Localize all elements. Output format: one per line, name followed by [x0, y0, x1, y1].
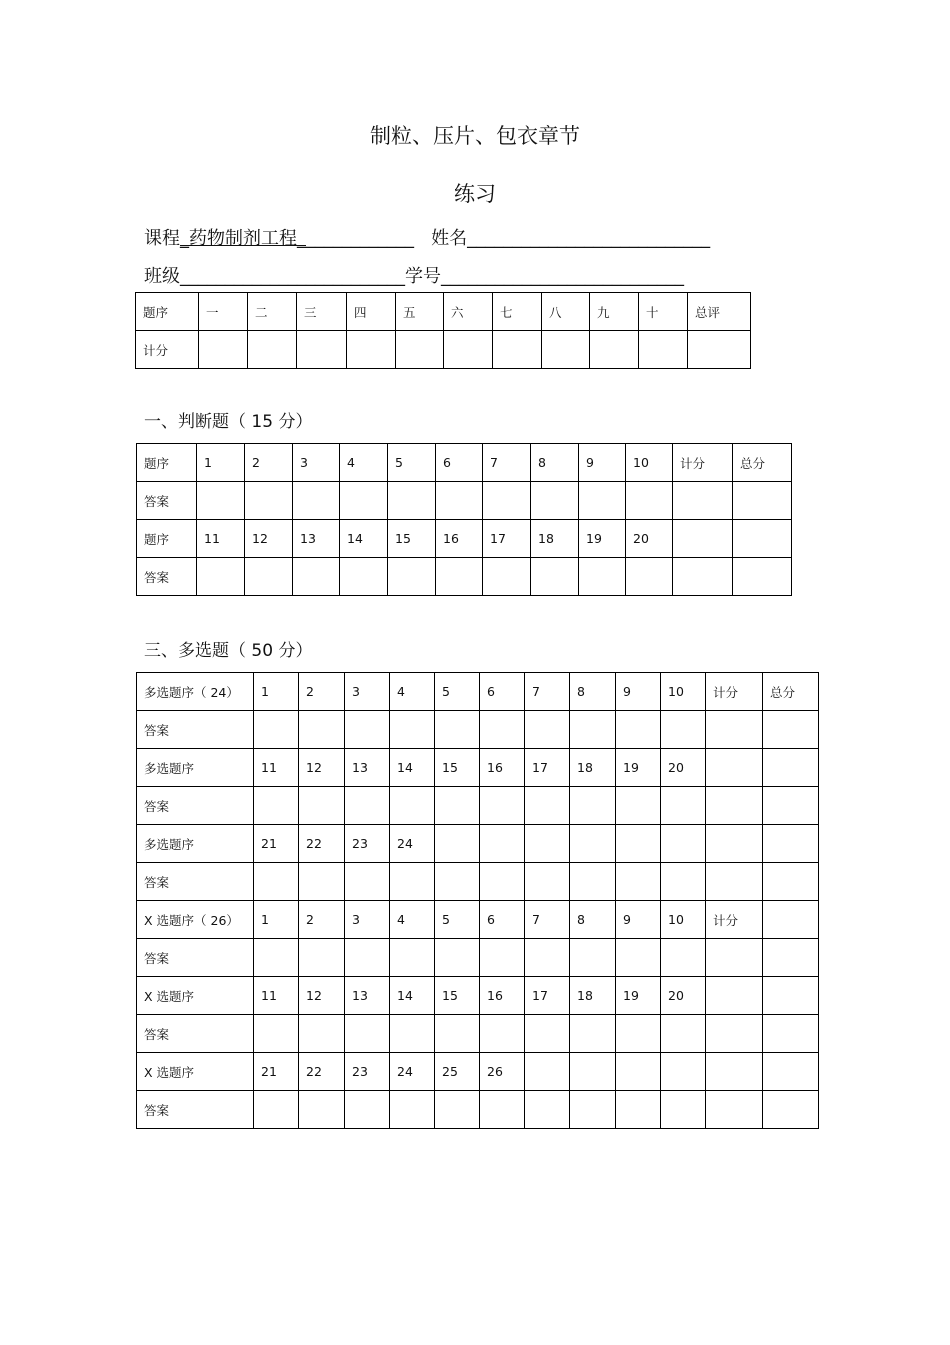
blank-answer-cell: [345, 787, 390, 825]
name-blank: ___________________________: [467, 228, 711, 249]
blank-answer-cell: [480, 787, 525, 825]
blank-answer-cell: [435, 787, 480, 825]
info-line-course-name: [144, 224, 710, 250]
blank-answer-cell: [436, 558, 483, 596]
table-cell: 九: [590, 293, 639, 331]
blank-answer-cell: [616, 711, 661, 749]
blank-answer-cell: [531, 558, 579, 596]
table-cell: 10: [661, 901, 706, 939]
row-header-cell: X 选题序: [137, 977, 254, 1015]
table-cell: 24: [390, 1053, 435, 1091]
table-cell: 11: [254, 977, 299, 1015]
blank-answer-cell: [733, 558, 792, 596]
blank-answer-cell: [733, 482, 792, 520]
table-cell: 23: [345, 825, 390, 863]
table-cell: 18: [531, 520, 579, 558]
table-row: [137, 558, 792, 596]
table-cell: 16: [480, 977, 525, 1015]
blank-answer-cell: [299, 1091, 345, 1129]
blank-answer-cell: [706, 939, 763, 977]
row-header-cell: 多选题序（ 24）: [137, 673, 254, 711]
blank-answer-cell: [345, 1015, 390, 1053]
blank-answer-cell: [616, 939, 661, 977]
blank-answer-cell: [345, 711, 390, 749]
blank-answer-cell: [616, 1015, 661, 1053]
blank-answer-cell: [763, 901, 819, 939]
blank-answer-cell: [444, 331, 493, 369]
row-header-cell: 答案: [137, 558, 197, 596]
blank-answer-cell: [347, 331, 396, 369]
blank-answer-cell: [199, 331, 248, 369]
blank-answer-cell: [616, 863, 661, 901]
table-row: [137, 482, 792, 520]
table-cell: 7: [525, 901, 570, 939]
blank-answer-cell: [706, 749, 763, 787]
blank-answer-cell: [248, 331, 297, 369]
blank-answer-cell: [661, 1091, 706, 1129]
blank-answer-cell: [706, 825, 763, 863]
blank-answer-cell: [525, 1015, 570, 1053]
table-cell: 20: [661, 977, 706, 1015]
table-row: [137, 825, 819, 863]
table-cell: 总分: [763, 673, 819, 711]
table-cell: 五: [396, 293, 444, 331]
row-header-cell: 多选题序: [137, 749, 254, 787]
blank-answer-cell: [626, 482, 673, 520]
blank-answer-cell: [570, 711, 616, 749]
blank-answer-cell: [570, 787, 616, 825]
blank-answer-cell: [706, 1091, 763, 1129]
blank-answer-cell: [435, 1091, 480, 1129]
blank-answer-cell: [525, 939, 570, 977]
blank-answer-cell: [388, 558, 436, 596]
blank-answer-cell: [345, 939, 390, 977]
table-cell: 总分: [733, 444, 792, 482]
table-cell: 12: [299, 977, 345, 1015]
blank-answer-cell: [763, 1091, 819, 1129]
table-cell: 6: [436, 444, 483, 482]
document-subtitle: 练习: [454, 182, 496, 206]
blank-answer-cell: [299, 711, 345, 749]
document-title: 制粒、压片、包衣章节: [370, 124, 580, 148]
blank-answer-cell: [525, 863, 570, 901]
blank-answer-cell: [673, 520, 733, 558]
blank-answer-cell: [763, 749, 819, 787]
blank-answer-cell: [299, 863, 345, 901]
blank-answer-cell: [435, 1015, 480, 1053]
blank-answer-cell: [525, 1053, 570, 1091]
blank-answer-cell: [299, 1015, 345, 1053]
row-header-cell: 多选题序: [137, 825, 254, 863]
blank-answer-cell: [661, 1015, 706, 1053]
section-heading-judgement: 一、判断题（ 15 分）: [144, 412, 313, 432]
blank-answer-cell: [706, 787, 763, 825]
blank-answer-cell: [254, 1015, 299, 1053]
class-blank: _________________________: [180, 266, 405, 287]
blank-answer-cell: [525, 1091, 570, 1129]
blank-answer-cell: [390, 1015, 435, 1053]
blank-answer-cell: [390, 1091, 435, 1129]
row-header-cell: X 选题序（ 26）: [137, 901, 254, 939]
blank-answer-cell: [254, 863, 299, 901]
table-cell: 20: [661, 749, 706, 787]
blank-answer-cell: [661, 787, 706, 825]
blank-answer-cell: [531, 482, 579, 520]
blank-answer-cell: [245, 482, 293, 520]
table-cell: 23: [345, 1053, 390, 1091]
table-cell: 12: [245, 520, 293, 558]
table-cell: 18: [570, 749, 616, 787]
table-row: [137, 977, 819, 1015]
table-cell: 17: [525, 749, 570, 787]
row-header-cell: 题序: [137, 520, 197, 558]
table-cell: 19: [616, 977, 661, 1015]
blank-answer-cell: [661, 1053, 706, 1091]
table-cell: 26: [480, 1053, 525, 1091]
table-cell: 八: [542, 293, 590, 331]
info-line-class-id: [144, 262, 684, 288]
table-cell: 1: [197, 444, 245, 482]
blank-answer-cell: [763, 825, 819, 863]
blank-answer-cell: [763, 1053, 819, 1091]
blank-answer-cell: [570, 1015, 616, 1053]
row-header-cell: X 选题序: [137, 1053, 254, 1091]
blank-answer-cell: [480, 1015, 525, 1053]
table-cell: 7: [525, 673, 570, 711]
table-cell: 1: [254, 673, 299, 711]
blank-answer-cell: [254, 1091, 299, 1129]
table-cell: 2: [299, 901, 345, 939]
judgement-answer-table: [136, 443, 792, 596]
table-cell: 22: [299, 1053, 345, 1091]
blank-answer-cell: [616, 1053, 661, 1091]
blank-answer-cell: [390, 711, 435, 749]
table-cell: 21: [254, 1053, 299, 1091]
blank-answer-cell: [570, 825, 616, 863]
table-row: [137, 1015, 819, 1053]
blank-answer-cell: [435, 863, 480, 901]
table-cell: 19: [579, 520, 626, 558]
row-header-cell: 题序: [137, 444, 197, 482]
table-cell: 三: [297, 293, 347, 331]
blank-answer-cell: [197, 482, 245, 520]
table-cell: 计分: [673, 444, 733, 482]
blank-answer-cell: [763, 939, 819, 977]
table-cell: 15: [388, 520, 436, 558]
blank-answer-cell: [570, 1053, 616, 1091]
blank-answer-cell: [763, 977, 819, 1015]
blank-answer-cell: [661, 939, 706, 977]
table-cell: 24: [390, 825, 435, 863]
table-cell: 8: [531, 444, 579, 482]
blank-answer-cell: [661, 863, 706, 901]
table-row: [137, 863, 819, 901]
blank-answer-cell: [616, 1091, 661, 1129]
blank-answer-cell: [542, 331, 590, 369]
table-cell: 六: [444, 293, 493, 331]
blank-answer-cell: [299, 787, 345, 825]
table-cell: 9: [616, 901, 661, 939]
table-cell: 10: [661, 673, 706, 711]
blank-answer-cell: [706, 863, 763, 901]
row-header-cell: 答案: [137, 1015, 254, 1053]
table-cell: 25: [435, 1053, 480, 1091]
table-cell: 2: [245, 444, 293, 482]
table-cell: 11: [197, 520, 245, 558]
blank-answer-cell: [197, 558, 245, 596]
blank-answer-cell: [254, 939, 299, 977]
table-row: [136, 293, 751, 331]
table-cell: 10: [626, 444, 673, 482]
blank-answer-cell: [254, 787, 299, 825]
blank-answer-cell: [570, 1091, 616, 1129]
table-cell: 5: [435, 673, 480, 711]
table-cell: 14: [340, 520, 388, 558]
blank-answer-cell: [345, 1091, 390, 1129]
table-cell: 1: [254, 901, 299, 939]
blank-answer-cell: [763, 863, 819, 901]
blank-answer-cell: [390, 863, 435, 901]
table-cell: 5: [435, 901, 480, 939]
table-row: [137, 1091, 819, 1129]
table-cell: 4: [340, 444, 388, 482]
section-heading-multiple-choice: 三、多选题（ 50 分）: [144, 641, 313, 661]
blank-answer-cell: [254, 711, 299, 749]
table-row: [136, 331, 751, 369]
table-cell: 13: [293, 520, 340, 558]
blank-answer-cell: [763, 787, 819, 825]
blank-answer-cell: [525, 787, 570, 825]
blank-answer-cell: [340, 482, 388, 520]
table-cell: 13: [345, 977, 390, 1015]
table-cell: 一: [199, 293, 248, 331]
blank-answer-cell: [293, 482, 340, 520]
table-cell: 21: [254, 825, 299, 863]
table-cell: 四: [347, 293, 396, 331]
blank-answer-cell: [435, 825, 480, 863]
blank-answer-cell: [579, 558, 626, 596]
table-cell: 3: [345, 901, 390, 939]
table-cell: 4: [390, 901, 435, 939]
course-blank: ____________: [306, 228, 414, 249]
table-row: [137, 901, 819, 939]
blank-answer-cell: [493, 331, 542, 369]
table-row: [137, 1053, 819, 1091]
blank-answer-cell: [616, 787, 661, 825]
table-cell: 5: [388, 444, 436, 482]
table-row: [137, 787, 819, 825]
blank-answer-cell: [435, 711, 480, 749]
blank-answer-cell: [579, 482, 626, 520]
blank-answer-cell: [525, 711, 570, 749]
blank-answer-cell: [480, 939, 525, 977]
blank-answer-cell: [390, 787, 435, 825]
blank-answer-cell: [688, 331, 751, 369]
blank-answer-cell: [706, 1053, 763, 1091]
table-cell: 6: [480, 901, 525, 939]
blank-answer-cell: [480, 711, 525, 749]
row-header-cell: 答案: [137, 863, 254, 901]
row-header-cell: 答案: [137, 482, 197, 520]
row-header-cell: 答案: [137, 787, 254, 825]
table-cell: 14: [390, 977, 435, 1015]
blank-answer-cell: [396, 331, 444, 369]
blank-answer-cell: [706, 977, 763, 1015]
table-row: [137, 520, 792, 558]
class-label: 班级: [144, 266, 180, 287]
table-cell: 二: [248, 293, 297, 331]
course-value: _药物制剂工程_: [180, 228, 306, 249]
table-cell: 16: [436, 520, 483, 558]
blank-answer-cell: [388, 482, 436, 520]
id-blank: ___________________________: [441, 266, 684, 287]
table-cell: 8: [570, 901, 616, 939]
row-header-cell: 答案: [137, 711, 254, 749]
id-label: 学号: [405, 266, 441, 287]
blank-answer-cell: [297, 331, 347, 369]
blank-answer-cell: [673, 558, 733, 596]
blank-answer-cell: [661, 711, 706, 749]
blank-answer-cell: [626, 558, 673, 596]
table-cell: 19: [616, 749, 661, 787]
table-cell: 18: [570, 977, 616, 1015]
blank-answer-cell: [661, 825, 706, 863]
table-row: [137, 749, 819, 787]
table-row: [137, 711, 819, 749]
table-cell: 6: [480, 673, 525, 711]
row-header-cell: 答案: [137, 939, 254, 977]
table-cell: 7: [483, 444, 531, 482]
table-cell: 计分: [706, 901, 763, 939]
blank-answer-cell: [525, 825, 570, 863]
table-cell: 七: [493, 293, 542, 331]
table-cell: 11: [254, 749, 299, 787]
table-cell: 8: [570, 673, 616, 711]
table-cell: 2: [299, 673, 345, 711]
blank-answer-cell: [436, 482, 483, 520]
blank-answer-cell: [293, 558, 340, 596]
table-cell: 13: [345, 749, 390, 787]
blank-answer-cell: [480, 863, 525, 901]
blank-answer-cell: [390, 939, 435, 977]
table-cell: 9: [616, 673, 661, 711]
name-label: 姓名: [431, 228, 468, 249]
course-label: 课程: [144, 228, 180, 249]
table-cell: 15: [435, 977, 480, 1015]
table-cell: 计分: [706, 673, 763, 711]
table-cell: 14: [390, 749, 435, 787]
table-cell: 9: [579, 444, 626, 482]
score-summary-table: [135, 292, 751, 369]
blank-answer-cell: [616, 825, 661, 863]
blank-answer-cell: [763, 1015, 819, 1053]
table-cell: 3: [293, 444, 340, 482]
blank-answer-cell: [245, 558, 293, 596]
table-cell: 17: [483, 520, 531, 558]
blank-answer-cell: [480, 1091, 525, 1129]
blank-answer-cell: [706, 1015, 763, 1053]
blank-answer-cell: [483, 558, 531, 596]
table-cell: 15: [435, 749, 480, 787]
blank-answer-cell: [763, 711, 819, 749]
blank-answer-cell: [706, 711, 763, 749]
blank-answer-cell: [590, 331, 639, 369]
table-cell: 12: [299, 749, 345, 787]
blank-answer-cell: [299, 939, 345, 977]
table-row: [137, 939, 819, 977]
table-cell: 总评: [688, 293, 751, 331]
blank-answer-cell: [435, 939, 480, 977]
row-header-cell: 答案: [137, 1091, 254, 1129]
blank-answer-cell: [340, 558, 388, 596]
table-cell: 十: [639, 293, 688, 331]
table-cell: 17: [525, 977, 570, 1015]
blank-answer-cell: [639, 331, 688, 369]
blank-answer-cell: [570, 939, 616, 977]
blank-answer-cell: [733, 520, 792, 558]
table-row: [137, 673, 819, 711]
blank-answer-cell: [480, 825, 525, 863]
table-cell: 20: [626, 520, 673, 558]
blank-answer-cell: [570, 863, 616, 901]
blank-answer-cell: [345, 863, 390, 901]
table-cell: 22: [299, 825, 345, 863]
table-cell: 3: [345, 673, 390, 711]
table-cell: 16: [480, 749, 525, 787]
table-row: [137, 444, 792, 482]
table-cell: 4: [390, 673, 435, 711]
blank-answer-cell: [483, 482, 531, 520]
row-header-cell: 题序: [136, 293, 199, 331]
blank-answer-cell: [673, 482, 733, 520]
row-header-cell: 计分: [136, 331, 199, 369]
multiple-choice-answer-table: [136, 672, 819, 1129]
